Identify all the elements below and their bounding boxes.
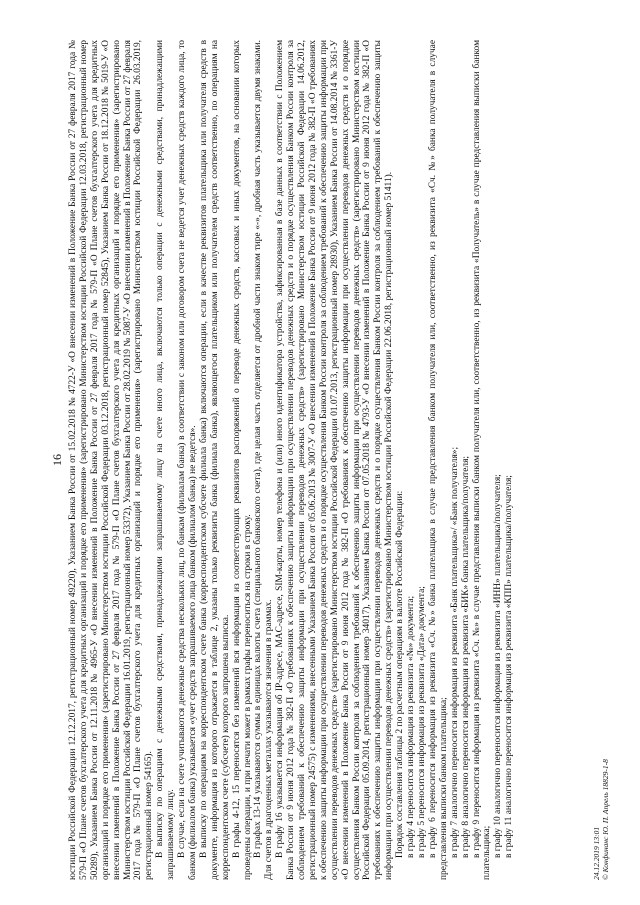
paragraph: В случае, если на счете учитываются денежные средства нескольких лиц, по банкам (филиалам банка) в соответствии с законом или договором счета не ведется учет денежных средств каждого лица, то банком (филиалом банка) указывается «учет средств запрашиваемого лица банком (филиалом банка) не ведется». <box>177 40 198 880</box>
paragraph: в графу 9 переносится информация из реквизита «Сч. №» в случае представления выписки банком получателя или, соответственно, из реквизита «Получатель» в случае представления выписки банком плательщика; <box>471 40 493 880</box>
paragraph: юстиции Российской Федерации 12.12.2017, регистрационный номер 49220), Указанием Банка России от 15.02.2018 № 4722-У «О внесении изменений в Положение Банка России от 27 февраля 2017 года № 579-П «О Плане счетов бухгалтерского учета для кредитных организаций и порядке его применения» (зарегистрировано Министерством юстиции Российской Федерации 12.03.2018, регистрационный номер 50289), Указанием Банка России от 12.11.2018 № 4965-У «О внесении изменений в Положение Банка России от 27 февраля 2017 года № 579-П «О Плане счетов бухгалтерского учета для кредитных организаций и порядке его применения» (зарегистрировано Министерством юстиции Российской Федерации 03.12.2018, регистрационный номер 52845), Указанием Банка России от 18.12.2018 № 5019-У «О внесении изменений в Положение Банка России от 27 февраля 2017 года № 579-П «О Плане счетов бухгалтерского учета для кредитных организаций и порядке его применения» (зарегистрировано Министерством юстиции Российской Федерации 16.01.2019, регистрационный номер 53372), Указанием Банка России от 28.02.2019 № 5087-У «О внесении изменений в Положение Банка России от 27 февраля 2017 года № 579-П «О Плане счетов бухгалтерского учета для кредитных организаций и порядке его применения» (зарегистрировано Министерством юстиции Российской Федерации 26.03.2019, регистрационный номер 54165). <box>68 40 155 880</box>
footer-stamp <box>592 759 610 880</box>
footer-date: 24.12.2019 13:01 <box>592 826 601 880</box>
paragraph: в графу 6 переносится информация из реквизита «Сч. №» банка плательщика в случае представления банком получателя или, соответственно, из реквизита «Сч. №» банка получателя в случае представления выписки банком плательщика; <box>427 40 449 880</box>
paragraph: в графу 5 переносится информация из реквизита «Дата» документа; <box>417 586 427 858</box>
document-body <box>68 40 515 880</box>
paragraph: В выписку по операциям с денежными средствами, принадлежащими запрашиваемому лицу на счете иного лица, включаются только операции с денежными средствами, принадлежащими запрашиваемому лицу. <box>155 40 177 880</box>
paragraph: в графу 10 аналогично переносится информация из реквизита «ИНН» плательщика/получателя; <box>493 474 504 858</box>
footer-stamp-text: © Конфинанс Ю. П. Апрель 18829-1-8 <box>601 759 610 880</box>
paragraph: в графу 7 аналогично переносится информация из реквизита «Банк плательщика»/ «Банк получателя»; <box>449 446 460 858</box>
rotated-page-content <box>50 40 610 880</box>
page-number: 16 <box>50 454 64 466</box>
paragraph: в графу 11 аналогично переносится информация из реквизита «КПП» плательщика/получателя; <box>504 475 515 858</box>
paragraph: В графу 16 указывается информация об IP-адресе, MAC-адресе, SIM-карты, номер телефона и (или) иного идентификатора устройства, зафиксированная в базе данных в соответствии с Положением Банка России от 9 июня 2012 года № 382-П «О требованиях к обеспечению защиты информации при осуществлении переводов денежных средств и о порядке осуществления Банком России контроля за соблюдением требований к обеспечению защиты информации при осуществлении переводов денежных средств» (зарегистрировано Министерством юстиции Российской Федерации 14.06.2012, регистрационный номер 24575) с изменениями, внесенными Указанием Банка России от 05.06.2013 № 3007-У «О внесении изменений в Положение Банка России от 9 июня 2012 года № 382-П «О требованиях к обеспечению защиты информации при осуществлении переводов денежных средств и о порядке осуществления Банком России контроля за соблюдением требований к обеспечению защиты информации при осуществлении переводов денежных средств» (зарегистрировано Министерством юстиции Российской Федерации 01.07.2013, регистрационный номер 28930), Указанием Банка России от 14.08.2014 № 3361-У «О внесении изменений в Положение Банка России от 9 июня 2012 года № 382-П «О требованиях к обеспечению защиты информации при осуществлении переводов денежных средств и о порядке осуществления Банком России контроля за соблюдением требований к обеспечению защиты информации при осуществлении переводов денежных средств» (зарегистрировано Министерством юстиции Российской Федерации 05.09.2014, регистрационный номер 34017), Указанием Банка России от 07.05.2018 № 4793-У «О внесении изменений в Положение Банка России от 9 июня 2012 года № 382-П «О требованиях к обеспечению защиты информации при осуществлении переводов денежных средств и о порядке осуществления Банком России контроля за соблюдением требований к обеспечению защиты информации при осуществлении переводов денежных средств» (зарегистрировано Министерством юстиции Российской Федерации 22.06.2018, регистрационный номер 51411). <box>275 40 395 880</box>
paragraph: в графу 4 переносится информация из реквизита «№» документа; <box>406 595 417 858</box>
paragraph: Порядок составления таблицы 2 по расчетным операциям в валюте Российской Федерации: <box>395 490 406 858</box>
paragraph: В выписку по операциям на корреспондентском счете банка (корреспондентском субсчете филиала банка) включаются операции, если в качестве реквизитов плательщика или получателя средств в документе, информация из которого отражается в таблице 2, указаны только реквизиты банка (филиала банка), являющегося плательщиком или получателем средств соответственно, по операциям на корреспондентском счете (субсчете) которого запрошена выписка. <box>198 40 231 880</box>
paragraph: в графу 8 аналогично переносится информация из реквизита «БИК» банка плательщика/получателя; <box>460 455 471 858</box>
paragraph: В графах 13-14 указываются суммы в единицах валюты счета (специального банковского счета), где целая часть отделяется от дробной части знаком тире «-», дробная часть указывается двумя знаками. Для счетов в драгоценных металлах указываются значения в граммах. <box>253 40 275 880</box>
paragraph: В графы 4-12, 15 переносятся без изменений вся информация из соответствующих реквизитов распоряжений о переводе денежных средств, кассовых и иных документов, на основании которых проведены операции, и при печати может в рамках графы переноситься на строки в строку. <box>231 40 253 880</box>
